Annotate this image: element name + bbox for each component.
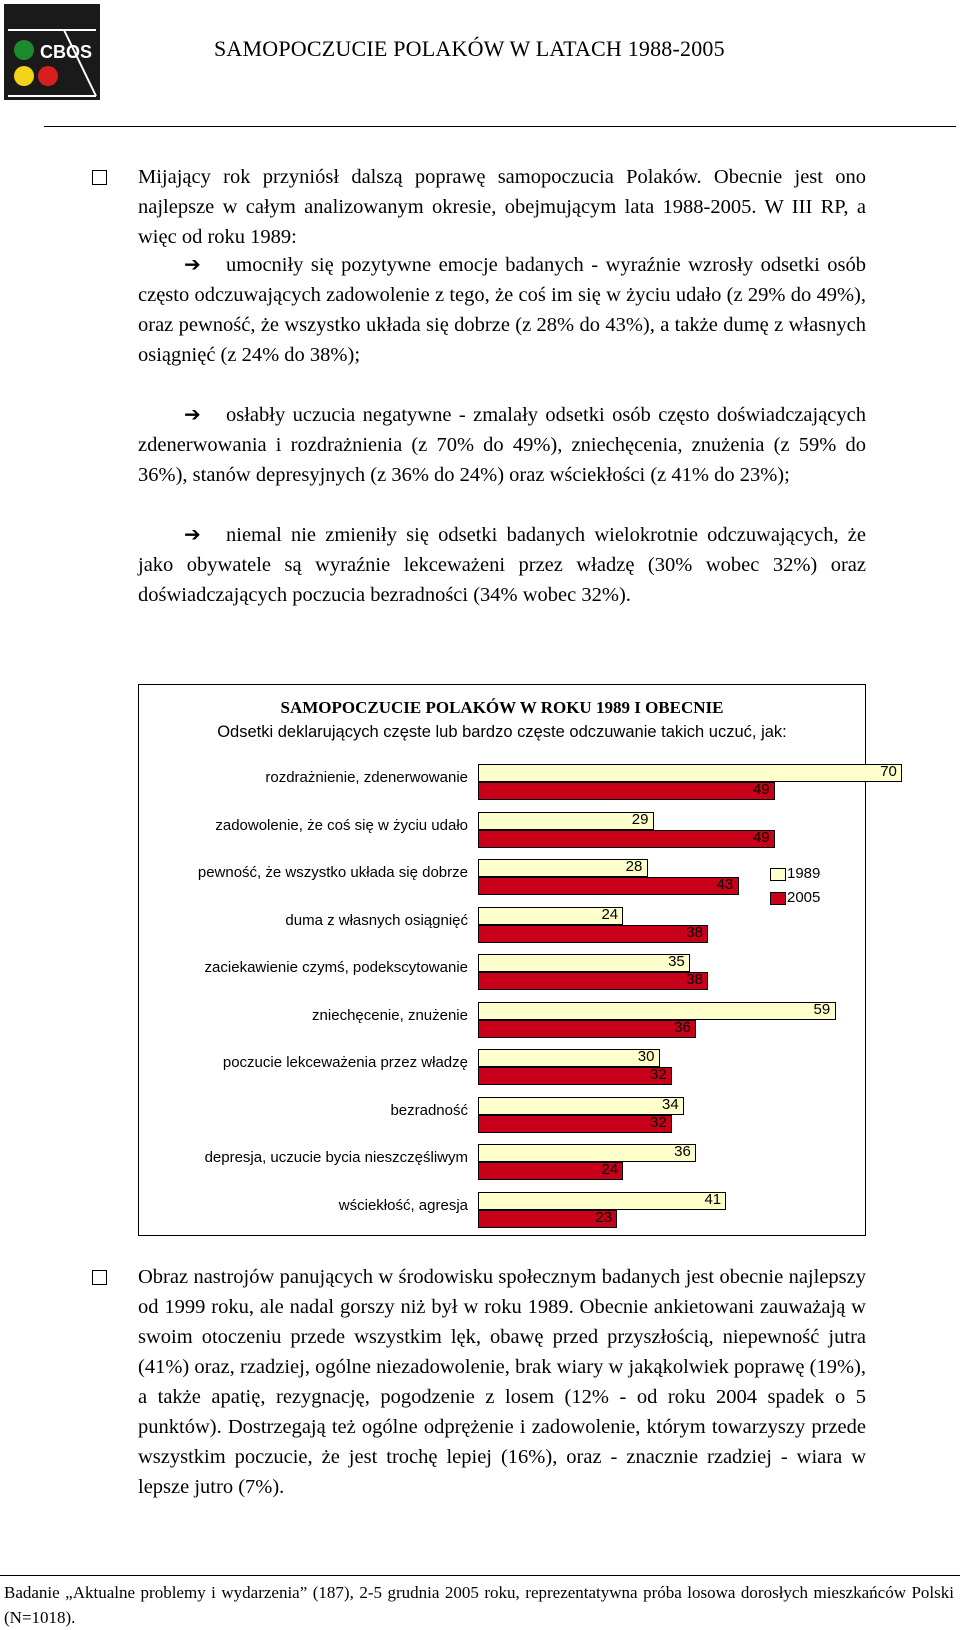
data-label-2005: 36: [674, 1018, 691, 1036]
category-label: rozdrażnienie, zdenerwowanie: [265, 769, 468, 786]
point-paragraph-3: niemal nie zmieniły się odsetki badanych wielokrotnie odczuwających, że jako obywatele są wyraźnie lekceważeni przez władzę (30% wobec 32%) oraz doświadczających poczucia bezradności (34% wobec 32%).: [138, 524, 866, 606]
category-label: bezradność: [390, 1101, 468, 1119]
data-label-1989: 28: [625, 858, 643, 875]
category-label: depresja, uczucie bycia nieszczęśliwym: [204, 1149, 468, 1166]
bar-2005: [478, 782, 775, 800]
data-label-1989: 29: [631, 810, 649, 828]
chart-title: SAMOPOCZUCIE POLAKÓW W ROKU 1989 I OBECNIE: [280, 698, 724, 717]
data-label-2005: 32: [649, 1066, 667, 1083]
bar-2005: [478, 830, 775, 848]
data-label-1989: 24: [601, 905, 619, 923]
arrow-right-icon: ➔: [184, 254, 201, 276]
point-paragraph-1: umocniły się pozytywne emocje badanych - wyraźnie wzrosły odsetki osób często odczuwających zadowolenie z tego, że coś im się w życiu udało (z 29% do 49%), oraz pewność, że wszystko układa się dobrze (z 28% do 43%), a także dumę z własnych osiągnięć (z 24% do 38%);: [138, 254, 866, 366]
bar-1989: [478, 812, 654, 830]
bar-2005: [478, 877, 739, 895]
category-label: wściekłość, agresja: [338, 1196, 468, 1214]
category-label: poczucie lekceważenia przez władzę: [222, 1054, 468, 1071]
chart-subtitle: Odsetki deklarujących częste lub bardzo częste odczuwanie takich uczuć, jak:: [217, 723, 787, 741]
bar-2005: [478, 972, 708, 990]
legend-swatch-1989: [770, 868, 786, 881]
data-label-1989: 30: [637, 1048, 655, 1065]
bar-1989: [478, 1049, 660, 1067]
data-label-2005: 38: [686, 971, 703, 988]
data-label-2005: 49: [752, 781, 770, 798]
intro-paragraph: Mijający rok przyniósł dalszą poprawę samopoczucia Polaków. Obecnie jest ono najlepsze w całym analizowanym okresie, obejmującym lata 1988-2005. W III RP, a więc od roku 1989:: [138, 166, 866, 248]
data-label-1989: 35: [668, 953, 685, 970]
data-label-1989: 34: [662, 1095, 679, 1113]
data-label-2005: 49: [752, 828, 770, 846]
bar-1989: [478, 1002, 836, 1020]
page-title: SAMOPOCZUCIE POLAKÓW W LATACH 1988-2005: [214, 36, 725, 61]
data-label-2005: 24: [601, 1161, 619, 1178]
bar-1989: [478, 859, 648, 877]
data-label-2005: 23: [595, 1208, 613, 1226]
footer-divider: [0, 1575, 960, 1576]
category-label: zniechęcenie, znużenie: [312, 1006, 468, 1024]
bar-1989: [478, 1144, 696, 1162]
point-paragraph-2: osłabły uczucia negatywne - zmalały odsetki osób często doświadczających zdenerwowania i rozdrażnienia (z 70% do 49%), zniechęcenia, znużenia (z 59% do 36%), stanów depresyjnych (z 36% do 24%) oraz wściekłości (z 41% do 23%);: [138, 404, 866, 486]
bar-2005: [478, 1115, 672, 1133]
data-label-1989: 41: [704, 1190, 722, 1208]
legend-label-1989: 1989: [787, 865, 821, 882]
checkbox-bullet-icon: [92, 1270, 107, 1285]
bar-1989: [478, 764, 902, 782]
arrow-right-icon: ➔: [184, 404, 201, 426]
bar-1989: [478, 954, 690, 972]
category-label: zaciekawienie czymś, podekscytowanie: [204, 959, 468, 976]
checkbox-bullet-icon: [92, 170, 107, 185]
legend-swatch-2005: [770, 892, 786, 905]
data-label-1989: 70: [880, 763, 897, 780]
data-label-1989: 59: [813, 1000, 831, 1018]
bar-1989: [478, 1192, 726, 1210]
logo-text: CBOS: [40, 42, 93, 62]
footer-note: Badanie „Aktualne problemy i wydarzenia” (187), 2-5 grudnia 2005 roku, reprezentatywna próba losowa dorosłych mieszkańców Polski (N=1018).: [4, 1583, 954, 1627]
category-label: pewność, że wszystko układa się dobrze: [197, 864, 468, 881]
header-divider: [44, 126, 956, 127]
data-label-2005: 38: [686, 923, 703, 941]
data-label-2005: 43: [716, 876, 734, 893]
bar-2005: [478, 925, 708, 943]
legend-label-2005: 2005: [787, 889, 821, 906]
arrow-right-icon: ➔: [184, 524, 201, 546]
bar-2005: [478, 1020, 696, 1038]
bar-1989: [478, 1097, 684, 1115]
category-label: duma z własnych osiągnięć: [285, 911, 468, 929]
category-label: zadowolenie, że coś się w życiu udało: [215, 816, 468, 834]
summary-paragraph: Obraz nastrojów panujących w środowisku społecznym badanych jest obecnie najlepszy od 1999 roku, ale nadal gorszy niż był w roku 1989. Obecnie ankietowani zauważają w swoim otoczeniu przede wszystkim lęk, obawę przed przyszłością, niepewność jutra (41%) oraz, rzadziej, ogólne niezadowolenie, brak wiary w jakąkolwiek poprawę (19%), a także apatię, rezygnację, pogodzenie z losem (12% - od roku 2004 spadek o 5 punktów). Dostrzegają też ogólne odprężenie i zadowolenie, którym towarzyszy przede wszystkim poczucie, że jest trochę lepiej (16%), oraz - znacznie rzadziej - wiara w lepsze jutro (7%).: [138, 1266, 866, 1498]
cbos-logo: [4, 4, 100, 100]
data-label-1989: 36: [674, 1143, 691, 1160]
bar-2005: [478, 1067, 672, 1085]
data-label-2005: 32: [649, 1113, 667, 1131]
